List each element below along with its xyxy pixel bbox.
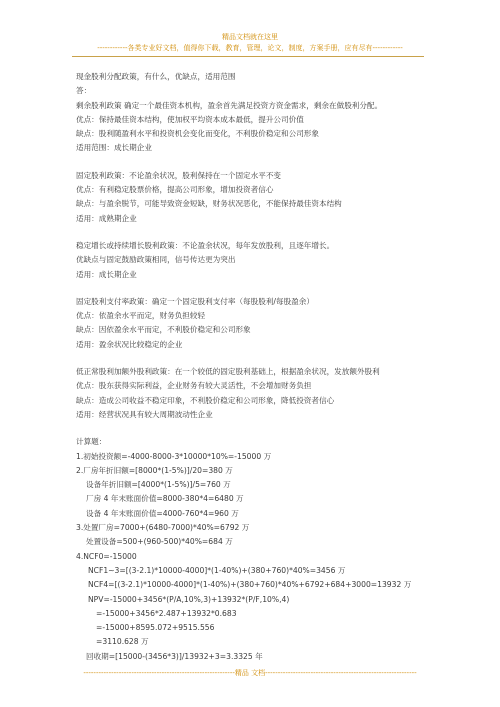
fixed-policy-pros: 优点：有利稳定股票价格，提高公司形象，增加投资者信心 — [76, 185, 274, 195]
page-footer: ------------------------------------------------------------精品 文档------------------------------------------------------------ — [83, 669, 417, 677]
calc-line: =3110.628 万 — [96, 637, 149, 647]
document-body — [76, 70, 436, 664]
low-regular-policy-cons: 缺点：造成公司收益不稳定印象，不利股价稳定和公司形象，降低投资者信心 — [76, 395, 335, 405]
low-regular-policy-scope: 适用：经营状况具有较大周期波动性企业 — [76, 409, 213, 419]
low-regular-policy-pros: 优点：股东获得实际利益，企业财务有较大灵活性，不会增加财务负担 — [76, 381, 312, 391]
residual-policy-cons: 缺点：股利随盈利水平和投资机会变化而变化，不利股价稳定和公司形象 — [76, 129, 319, 139]
growth-policy-scope: 适用：成长期企业 — [76, 269, 137, 279]
payout-ratio-policy-definition: 固定股利支付率政策：确定一个固定股利支付率（每股股利/每股盈余） — [76, 296, 314, 306]
calc-line: 1.初始投资额=-4000-8000-3*10000*10%=-15000 万 — [76, 451, 272, 461]
low-regular-policy-definition: 低正常股利加额外股利政策：在一个较低的固定股利基础上，根据盈余状况，发放额外股利 — [76, 367, 380, 377]
page-header — [0, 32, 500, 53]
calc-line: =-15000+8595.072+9515.556 — [96, 623, 215, 633]
header-divider — [72, 56, 424, 57]
calc-line: 设备年折旧额=[4000*(1-5%)]/5=760 万 — [86, 480, 231, 490]
section-gap — [76, 156, 436, 169]
calc-line: NCF1~3=[(3-2.1)*10000-4000]*(1-40%)+(380+760)*40%=3456 万 — [88, 565, 346, 575]
calc-line: NCF4=[(3-2.1)*10000-4000]*(1-40%)+(380+760)*40%+6792+684+3000=13932 万 — [88, 580, 412, 590]
payout-ratio-policy-cons: 缺点：因依盈余水平而定，不利股价稳定和公司形象 — [76, 325, 251, 335]
section-gap — [76, 282, 436, 295]
calc-line: 回收期=[15000-(3456*3)]/13932+3=3.3325 年 — [86, 651, 263, 661]
payout-ratio-policy-scope: 适用：盈余状况比较稳定的企业 — [76, 339, 183, 349]
calc-line: NPV=-15000+3456*(P/A,10%,3)+13932*(P/F,10%,4) — [88, 594, 290, 604]
calc-line: 设备 4 年末账面价值=4000-760*4=960 万 — [86, 508, 239, 518]
header-slogan: ------------各类专业好文档，值得你下载，教育，管理，论文，制度，方案手册，应有尽有------------ — [97, 44, 403, 52]
calc-section-title: 计算题： — [76, 437, 107, 447]
section-gap — [76, 352, 436, 365]
fixed-policy-cons: 缺点：与盈余脱节，可能导致资金短缺，财务状况恶化，不能保持最佳资本结构 — [76, 199, 342, 209]
calc-line: 2.厂房年折旧额=[8000*(1-5%)]/20=380 万 — [76, 465, 233, 475]
growth-policy-pros-cons: 优缺点与固定鼓励政策相同，信号传达更为突出 — [76, 255, 236, 265]
growth-policy-definition: 稳定增长或持续增长股利政策：不论盈余状况，每年发放股利，且逐年增长。 — [76, 240, 335, 250]
header-title: 精品文档就在这里 — [222, 33, 278, 41]
answer-label: 答： — [76, 86, 92, 96]
payout-ratio-policy-pros: 优点：依盈余水平而定，财务负担较轻 — [76, 311, 206, 321]
fixed-policy-scope: 适用：成熟期企业 — [76, 213, 137, 223]
residual-policy-pros: 优点：保持最佳资本结构，使加权平均资本成本最低，提升公司价值 — [76, 114, 304, 124]
calc-line: 4.NCF0=-15000 — [76, 551, 137, 561]
section-gap — [76, 422, 436, 435]
question-line: 现金股利分配政策，有什么，优缺点，适用范围 — [76, 72, 236, 81]
residual-policy-scope: 适用范围：成长期企业 — [76, 143, 152, 153]
calc-line: 处置设备=500+(960-500)*40%=684 万 — [86, 537, 233, 547]
calc-line: =-15000+3456*2.487+13932*0.683 — [96, 608, 237, 618]
calc-line: 3.处置厂房=7000+(6480-7000)*40%=6792 万 — [76, 523, 250, 533]
residual-policy-definition: 剩余股利政策 确定一个最佳资本机构，盈余首先满足投资方资金需求，剩余在做股利分配。 — [76, 100, 383, 110]
calc-line: 厂房 4 年末账面价值=8000-380*4=6480 万 — [86, 494, 244, 504]
section-gap — [76, 226, 436, 239]
fixed-policy-definition: 固定股利政策：不论盈余状况，股利保持在一个固定水平不变 — [76, 170, 282, 180]
